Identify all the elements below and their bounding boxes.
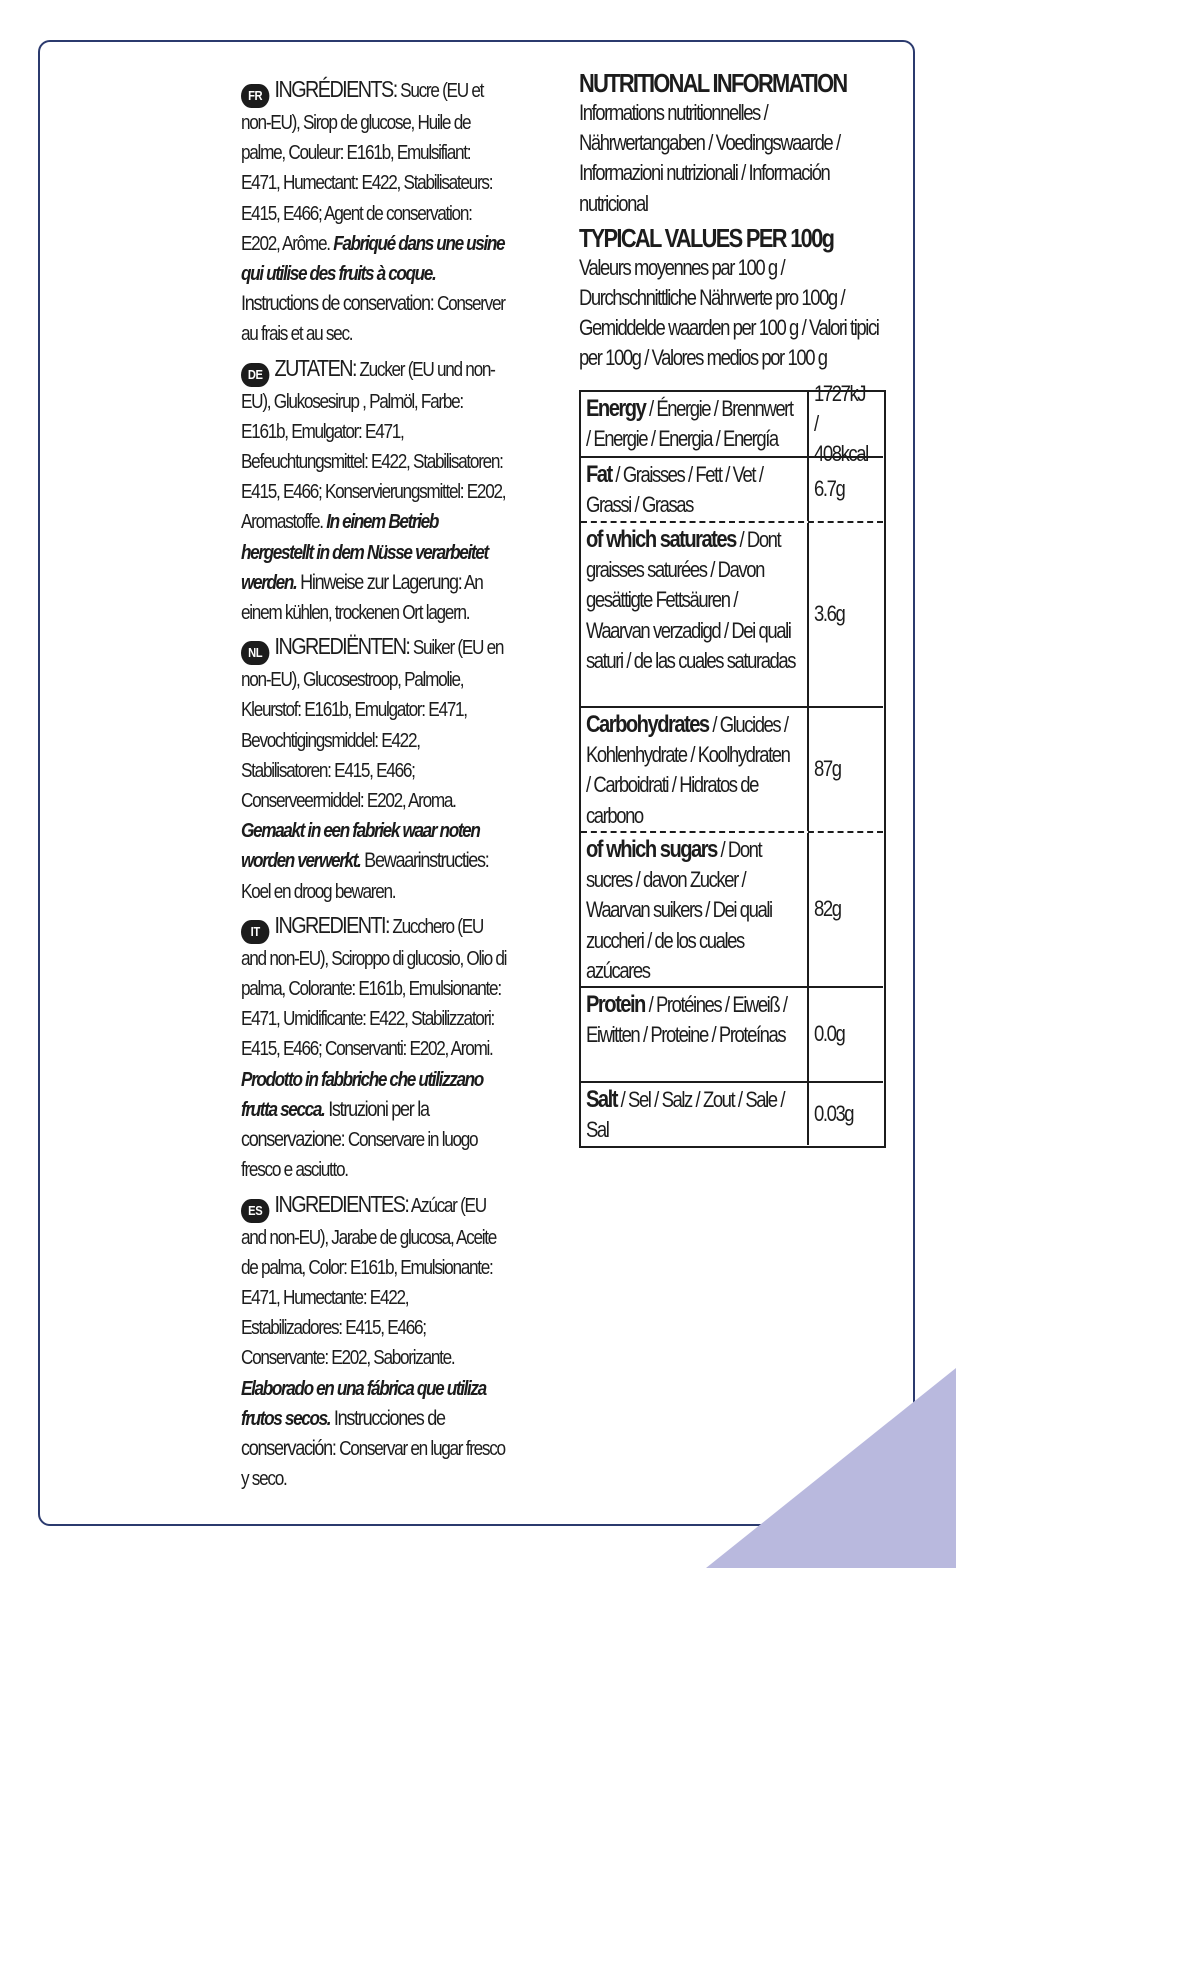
ingredients-heading: ZUTATEN: bbox=[274, 354, 356, 381]
storage-text: Conservar en lugar fresco y seco. bbox=[241, 1437, 505, 1491]
ingredients-de bbox=[241, 353, 509, 629]
nutrient-value: 0.0g bbox=[807, 988, 883, 1081]
nutrient-name: of which sugars / Dont sucres / davon Zucker / Waarvan suikers / Dei quali zuccheri / de los cuales azúcares bbox=[586, 836, 772, 983]
language-badge-nl: NL bbox=[241, 641, 269, 665]
ingredients-heading: INGREDIENTES: bbox=[274, 1190, 409, 1217]
nutrient-name: Fat / Graisses / Fett / Vet / Grassi / Grasas bbox=[586, 461, 763, 518]
nutrition-row-sugars bbox=[581, 833, 883, 988]
storage-text: Koel en droog bewaren. bbox=[241, 880, 396, 903]
ingredients-fr bbox=[241, 74, 509, 350]
ingredients-heading: INGRÉDIENTS: bbox=[274, 76, 397, 102]
ingredients-list: Zucker (EU und non-EU), Glukosesirup , Palmöl, Farbe: E161b, Emulgator: E471, Befeuchtungsmittel: E422, Stabilisatoren: E415, E466; Konservierungsmittel: E202, Aromastoffe. bbox=[241, 358, 506, 534]
allergy-warning: Gemaakt in een fabriek waar noten worden verwerkt. bbox=[241, 820, 480, 873]
allergy-warning: In einem Betrieb hergestellt in dem Nüsse verarbeitet werden. bbox=[241, 511, 488, 594]
nutrient-name: Protein / Protéines / Eiweiß / Eiwitten / Proteine / Proteínas bbox=[586, 991, 787, 1048]
nutrition-column bbox=[579, 68, 889, 1143]
ingredients-list: Zucchero (EU and non-EU), Sciroppo di glucosio, Olio di palma, Colorante: E161b, Emulsionante: E471, Umidificante: E422, Stabilizzatori: E415, E466; Conservanti: E202, Aromi. bbox=[241, 915, 507, 1061]
nutrient-value: 6.7g bbox=[807, 458, 883, 521]
nutrition-row-salt bbox=[581, 1083, 883, 1145]
nutrition-row-saturates bbox=[581, 523, 883, 708]
storage-label: Bewaarinstructies: bbox=[360, 849, 489, 873]
storage-label: Instrucciones de conservación: bbox=[241, 1406, 445, 1460]
ingredients-es bbox=[241, 1189, 509, 1495]
nutrient-value: 1727kJ / 408kcal bbox=[807, 392, 883, 456]
typical-values-translations: Valeurs moyennes par 100 g / Durchschnittliche Nährwerte pro 100g / Gemiddelde waarden per 100 g / Valori tipici per 100g / Valores medios por 100 g bbox=[579, 254, 879, 371]
allergy-warning: Fabriqué dans une usine qui utilise des fruits à coque. bbox=[241, 232, 505, 286]
typical-values-title: TYPICAL VALUES PER 100g bbox=[579, 222, 834, 253]
nutrient-name: Carbohydrates / Glucides / Kohlenhydrate / Koolhydraten / Carboidrati / Hidratos de carbono bbox=[586, 711, 790, 828]
nutrient-name: of which saturates / Dont graisses saturées / Davon gesättigte Fettsäuren / Waarvan verzadigd / Dei quali saturi / de las cuales saturadas bbox=[586, 526, 796, 673]
language-badge-es: ES bbox=[241, 1199, 269, 1223]
nutrition-title: NUTRITIONAL INFORMATION bbox=[579, 68, 847, 98]
ingredients-list: Sucre (EU et non-EU), Sirop de glucose, Huile de palme, Couleur: E161b, Emulsifiant: E471, Humectant: E422, Stabilisateurs: E415, E466; Agent de conservation: E202, Arôme. bbox=[241, 80, 493, 255]
nutrient-value: 3.6g bbox=[807, 523, 883, 706]
nutrient-name: Energy / Énergie / Brennwert / Energie / Energia / Energía bbox=[586, 395, 793, 452]
storage-label: Hinweise zur Lagerung: bbox=[296, 570, 462, 594]
language-badge-it: IT bbox=[241, 920, 269, 944]
ingredients-nl bbox=[241, 631, 509, 907]
nutrition-row-protein bbox=[581, 988, 883, 1083]
nutrition-row-fat bbox=[581, 458, 883, 523]
nutrient-value: 82g bbox=[807, 833, 883, 986]
nutrition-title-translations: Informations nutritionnelles / Nährwertangaben / Voedingswaarde / Informazioni nutrizionali / Información nutricional bbox=[579, 100, 840, 216]
storage-text: An einem kühlen, trockenen Ort lagern. bbox=[241, 571, 483, 625]
allergy-warning: Elaborado en una fábrica que utiliza frutos secos. bbox=[241, 1377, 486, 1430]
ingredients-heading: INGREDIËNTEN: bbox=[274, 633, 410, 660]
ingredients-it bbox=[241, 910, 509, 1186]
language-badge-de: DE bbox=[241, 363, 269, 387]
nutrition-row-energy bbox=[581, 380, 883, 467]
ingredients-list: Azúcar (EU and non-EU), Jarabe de glucosa, Aceite de palma, Color: E161b, Emulsionante: E471, Humectante: E422, Estabilizadores: E415, E466; Conservante: E202, Saborizante. bbox=[241, 1194, 497, 1370]
nutrient-value: 87g bbox=[807, 708, 883, 831]
storage-label: Instructions de conservation: bbox=[241, 292, 434, 316]
nutrition-table bbox=[579, 380, 886, 1148]
nutrient-name: Salt / Sel / Salz / Zout / Sale / Sal bbox=[586, 1086, 785, 1143]
ingredients-list: Suiker (EU en non-EU), Glucosestroop, Palmolie, Kleurstof: E161b, Emulgator: E471, Bevochtigingsmiddel: E422, Stabilisatoren: E415, E466; Conserveermiddel: E202, Aroma. bbox=[241, 637, 504, 813]
storage-text: Conserver au frais et au sec. bbox=[241, 293, 505, 346]
ingredients-column bbox=[241, 74, 509, 1497]
ingredients-heading: INGREDIENTI: bbox=[274, 911, 389, 938]
language-badge-fr: FR bbox=[241, 84, 269, 108]
storage-label: Istruzioni per la conservazione: bbox=[241, 1097, 429, 1152]
allergy-warning: Prodotto in fabbriche che utilizzano frutta secca. bbox=[241, 1068, 483, 1121]
nutrition-row-carbohydrates bbox=[581, 708, 883, 833]
nutrient-value: 0.03g bbox=[807, 1083, 883, 1145]
storage-text: Conservare in luogo fresco e asciutto. bbox=[241, 1129, 478, 1182]
